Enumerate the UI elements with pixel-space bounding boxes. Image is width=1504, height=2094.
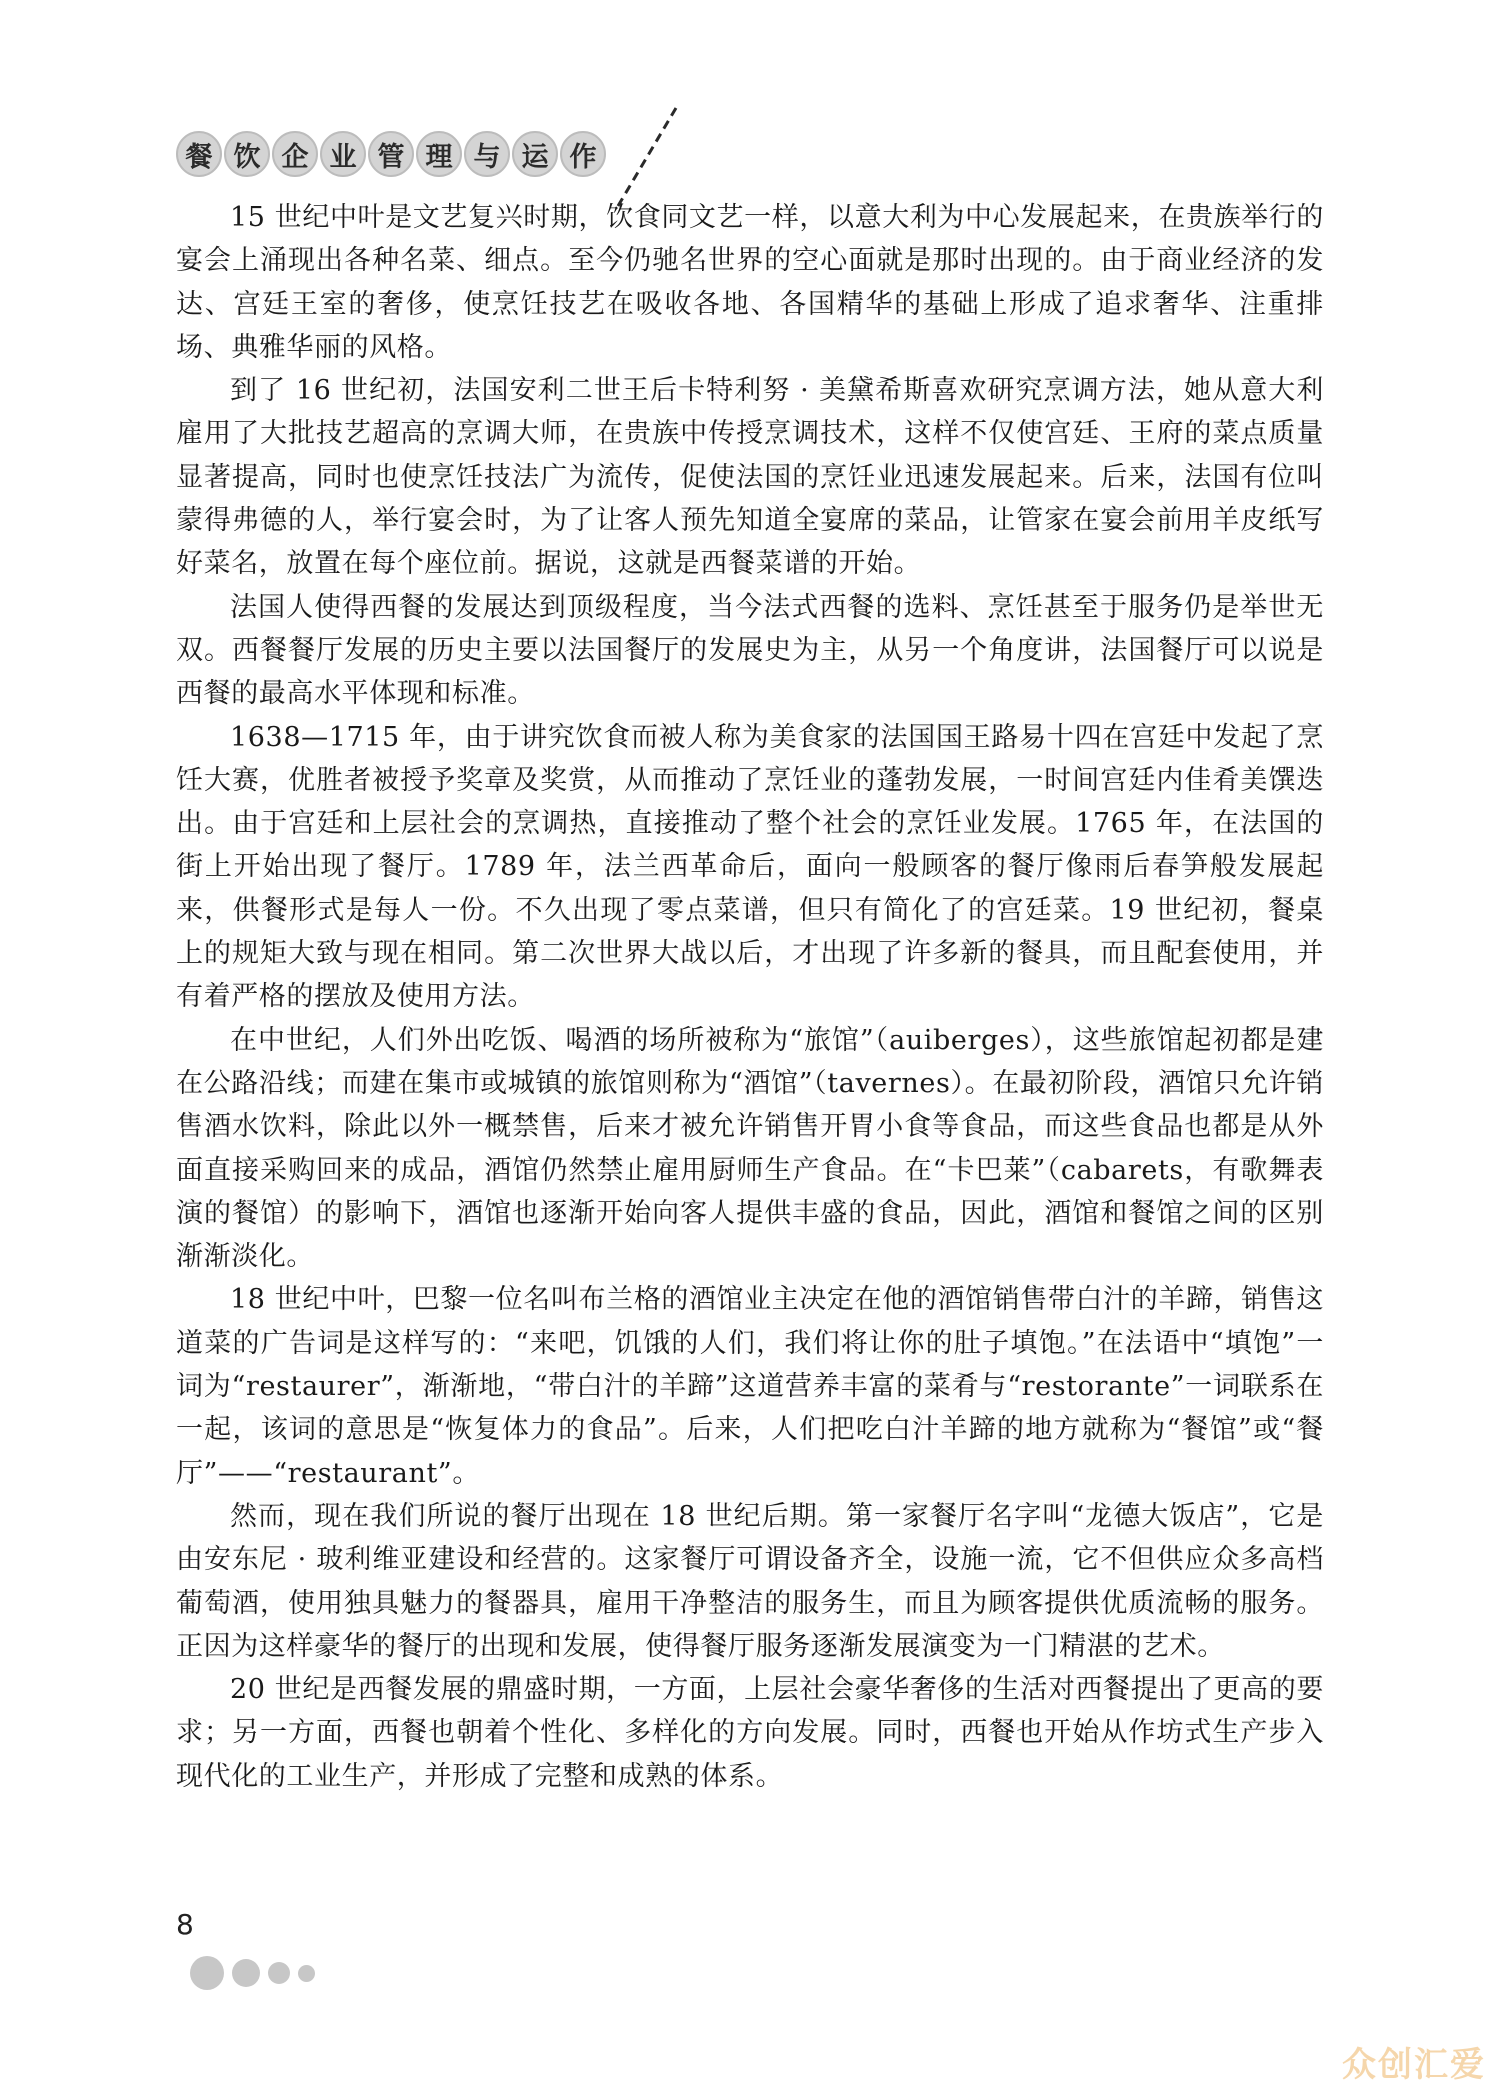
dot-icon xyxy=(232,1959,260,1987)
footer-dots-decoration xyxy=(190,1956,323,1990)
book-title-char: 与 xyxy=(464,131,510,177)
book-title-char: 饮 xyxy=(224,131,270,177)
paragraph: 20 世纪是西餐发展的鼎盛时期，一方面，上层社会豪华奢侈的生活对西餐提出了更高的要求；另一方面，西餐也朝着个性化、多样化的方向发展。同时，西餐也开始从作坊式生产步入现代化的工业生产，并形成了完整和成熟的体系。 xyxy=(176,1674,1324,1792)
paragraph: 18 世纪中叶，巴黎一位名叫布兰格的酒馆业主决定在他的酒馆销售带白汁的羊蹄，销售这道菜的广告词是这样写的：“来吧，饥饿的人们，我们将让你的肚子填饱。”在法语中“填饱”一词为“restaurer”，渐渐地，“带白汁的羊蹄”这道营养丰富的菜肴与“restorante”一词联系在一起，该词的意思是“恢复体力的食品”。后来，人们把吃白汁羊蹄的地方就称为“餐馆”或“餐厅”——“restaurant”。 xyxy=(176,1284,1324,1489)
running-header xyxy=(176,124,608,184)
book-title xyxy=(176,131,608,177)
paragraph: 法国人使得西餐的发展达到顶级程度，当今法式西餐的选料、烹饪甚至于服务仍是举世无双。西餐餐厅发展的历史主要以法国餐厅的发展史为主，从另一个角度讲，法国餐厅可以说是西餐的最高水平体现和标准。 xyxy=(176,591,1324,710)
page-number: 8 xyxy=(176,1908,194,1941)
paragraph: 在中世纪，人们外出吃饭、喝酒的场所被称为“旅馆”（auiberges），这些旅馆起初都是建在公路沿线；而建在集市或城镇的旅馆则称为“酒馆”（tavernes）。在最初阶段，酒馆只允许销售酒水饮料，除此以外一概禁售，后来才被允许销售开胃小食等食品，而这些食品也都是从外面直接采购回来的成品，酒馆仍然禁止雇用厨师生产食品。在“卡巴莱”（cabarets，有歌舞表演的餐馆）的影响下，酒馆也逐渐开始向客人提供丰盛的食品，因此，酒馆和餐馆之间的区别渐渐淡化。 xyxy=(176,1024,1324,1273)
watermark-logo: 众创汇爱 xyxy=(1342,2045,1486,2085)
book-title-char: 企 xyxy=(272,131,318,177)
dot-icon xyxy=(298,1965,315,1982)
dot-icon xyxy=(268,1962,290,1984)
book-title-char: 业 xyxy=(320,131,366,177)
paragraph: 1638—1715 年，由于讲究饮食而被人称为美食家的法国国王路易十四在宫廷中发起了烹饪大赛，优胜者被授予奖章及奖赏，从而推动了烹饪业的蓬勃发展，一时间宫廷内佳肴美馔迭出。由于宫廷和上层社会的烹调热，直接推动了整个社会的烹饪业发展。1765 年，在法国的街上开始出现了餐厅。1789 年，法兰西革命后，面向一般顾客的餐厅像雨后春笋般发展起来，供餐形式是每人一份。不久出现了零点菜谱，但只有简化了的宫廷菜。19 世纪初，餐桌上的规矩大致与现在相同。第二次世界大战以后，才出现了许多新的餐具，而且配套使用，并有着严格的摆放及使用方法。 xyxy=(176,721,1324,1013)
book-title-char: 餐 xyxy=(176,131,222,177)
book-title-char: 理 xyxy=(416,131,462,177)
book-title-char: 管 xyxy=(368,131,414,177)
book-title-char: 运 xyxy=(512,131,558,177)
body-text xyxy=(176,196,1324,1798)
paragraph: 到了 16 世纪初，法国安利二世王后卡特利努 · 美黛希斯喜欢研究烹调方法，她从意大利雇用了大批技艺超高的烹调大师，在贵族中传授烹调技术，这样不仅使宫廷、王府的菜点质量显著提高，同时也使烹饪技法广为流传，促使法国的烹饪业迅速发展起来。后来，法国有位叫蒙得弗德的人，举行宴会时，为了让客人预先知道全宴席的菜品，让管家在宴会前用羊皮纸写好菜名，放置在每个座位前。据说，这就是西餐菜谱的开始。 xyxy=(176,375,1324,580)
dot-icon xyxy=(190,1956,224,1990)
book-title-char: 作 xyxy=(560,131,606,177)
paragraph: 15 世纪中叶是文艺复兴时期，饮食同文艺一样，以意大利为中心发展起来，在贵族举行的宴会上涌现出各种名菜、细点。至今仍驰名世界的空心面就是那时出现的。由于商业经济的发达、宫廷王室的奢侈，使烹饪技艺在吸收各地、各国精华的基础上形成了追求奢华、注重排场、典雅华丽的风格。 xyxy=(176,202,1324,363)
paragraph: 然而，现在我们所说的餐厅出现在 18 世纪后期。第一家餐厅名字叫“龙德大饭店”，它是由安东尼 · 玻利维亚建设和经营的。这家餐厅可谓设备齐全，设施一流，它不但供应众多高档葡萄酒，使用独具魅力的餐器具，雇用干净整洁的服务生，而且为顾客提供优质流畅的服务。正因为这样豪华的餐厅的出现和发展，使得餐厅服务逐渐发展演变为一门精湛的艺术。 xyxy=(176,1500,1324,1662)
